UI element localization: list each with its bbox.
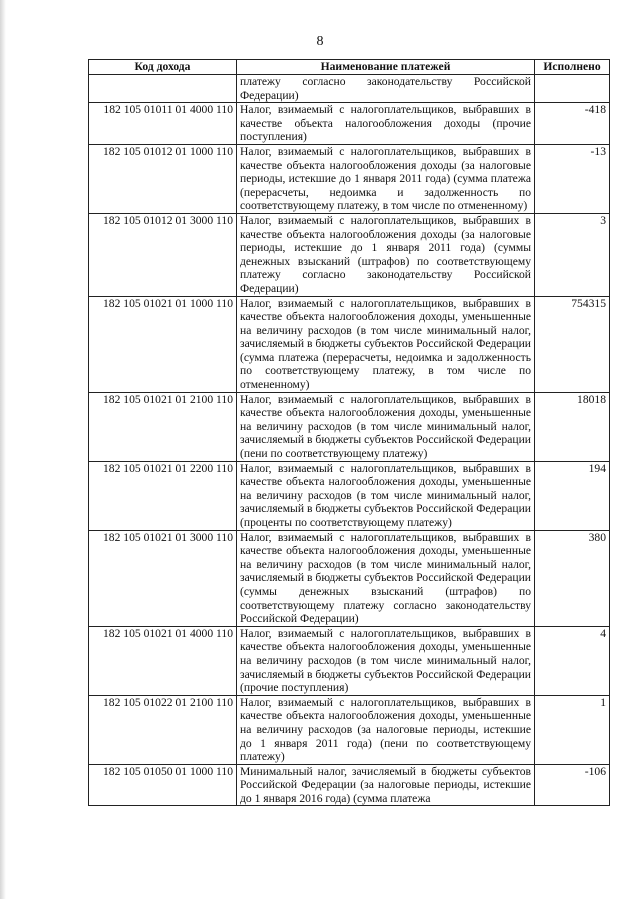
- row-code: 182 105 01022 01 2100 110: [89, 695, 237, 764]
- header-code: Код дохода: [89, 60, 237, 75]
- table-row: [89, 764, 610, 806]
- page-number: 8: [316, 34, 324, 49]
- row-value: 754315: [535, 296, 610, 392]
- table-row: [89, 461, 610, 530]
- table-row: [89, 626, 610, 695]
- table-row: [89, 695, 610, 764]
- row-value: 18018: [535, 392, 610, 461]
- row-code: 182 105 01021 01 1000 110: [89, 296, 237, 392]
- table-row: [89, 75, 610, 103]
- table-row: [89, 213, 610, 296]
- row-value: -418: [535, 103, 610, 145]
- row-value: 1: [535, 695, 610, 764]
- revenue-table: [88, 59, 610, 806]
- row-name: платежу согласно законодательству Российской Федерации): [237, 75, 535, 103]
- table-header-row: [89, 60, 610, 75]
- table-row: [89, 103, 610, 145]
- table-row: [89, 144, 610, 213]
- row-value: [535, 75, 610, 103]
- header-value: Исполнено: [535, 60, 610, 75]
- row-value: -106: [535, 764, 610, 806]
- row-code: 182 105 01021 01 2200 110: [89, 461, 237, 530]
- table-row: [89, 392, 610, 461]
- header-name: Наименование платежей: [237, 60, 535, 75]
- row-code: 182 105 01011 01 4000 110: [89, 103, 237, 145]
- row-code: 182 105 01012 01 3000 110: [89, 213, 237, 296]
- row-name: Налог, взимаемый с налогоплательщиков, выбравших в качестве объекта налогообложения доходы, уменьшенные на величину расходов (в том числе минимальный налог, зачисляемый в бюджеты субъектов Российской Федерации (прочие поступления): [237, 626, 535, 695]
- row-name: Минимальный налог, зачисляемый в бюджеты субъектов Российской Федерации (за налоговые периоды, истекшие до 1 января 2016 года) (сумма платежа: [237, 764, 535, 806]
- row-name: Налог, взимаемый с налогоплательщиков, выбравших в качестве объекта налогообложения доходы (прочие поступления): [237, 103, 535, 145]
- row-value: -13: [535, 144, 610, 213]
- row-code: 182 105 01050 01 1000 110: [89, 764, 237, 806]
- row-value: 3: [535, 213, 610, 296]
- row-code: 182 105 01012 01 1000 110: [89, 144, 237, 213]
- row-name: Налог, взимаемый с налогоплательщиков, выбравших в качестве объекта налогообложения доходы, уменьшенные на величину расходов (за налоговые периоды, истекшие до 1 января 2011 года) (пени по соответствующему платежу): [237, 695, 535, 764]
- row-code: 182 105 01021 01 2100 110: [89, 392, 237, 461]
- row-code: 182 105 01021 01 3000 110: [89, 530, 237, 626]
- row-name: Налог, взимаемый с налогоплательщиков, выбравших в качестве объекта налогообложения доходы, уменьшенные на величину расходов (в том числе минимальный налог, зачисляемый в бюджеты субъектов Российской Федерации (сумма платежа (перерасчеты, недоимка и задолженность по соответствующему платежу, в том числе по отмененному): [237, 296, 535, 392]
- row-code: 182 105 01021 01 4000 110: [89, 626, 237, 695]
- table-row: [89, 296, 610, 392]
- row-code: [89, 75, 237, 103]
- row-value: 194: [535, 461, 610, 530]
- row-name: Налог, взимаемый с налогоплательщиков, выбравших в качестве объекта налогообложения доходы, уменьшенные на величину расходов (в том числе минимальный налог, зачисляемый в бюджеты субъектов Российской Федерации (проценты по соответствующему платежу): [237, 461, 535, 530]
- row-value: 380: [535, 530, 610, 626]
- row-name: Налог, взимаемый с налогоплательщиков, выбравших в качестве объекта налогообложения доходы (за налоговые периоды, истекшие до 1 января 2011 года) (суммы денежных взысканий (штрафов) по соответствующему платежу согласно законодательству Российской Федерации): [237, 213, 535, 296]
- row-name: Налог, взимаемый с налогоплательщиков, выбравших в качестве объекта налогообложения доходы, уменьшенные на величину расходов (в том числе минимальный налог, зачисляемый в бюджеты субъектов Российской Федерации (суммы денежных взысканий (штрафов) по соответствующему платежу согласно законодательству Российской Федерации): [237, 530, 535, 626]
- scan-edge-shadow: [0, 0, 6, 899]
- row-name: Налог, взимаемый с налогоплательщиков, выбравших в качестве объекта налогообложения доходы, уменьшенные на величину расходов (в том числе минимальный налог, зачисляемый в бюджеты субъектов Российской Федерации (пени по соответствующему платежу): [237, 392, 535, 461]
- table-row: [89, 530, 610, 626]
- row-value: 4: [535, 626, 610, 695]
- row-name: Налог, взимаемый с налогоплательщиков, выбравших в качестве объекта налогообложения доходы (за налоговые периоды, истекшие до 1 января 2011 года) (сумма платежа (перерасчеты, недоимка и задолженность по соответствующему платежу, в том числе по отмененному): [237, 144, 535, 213]
